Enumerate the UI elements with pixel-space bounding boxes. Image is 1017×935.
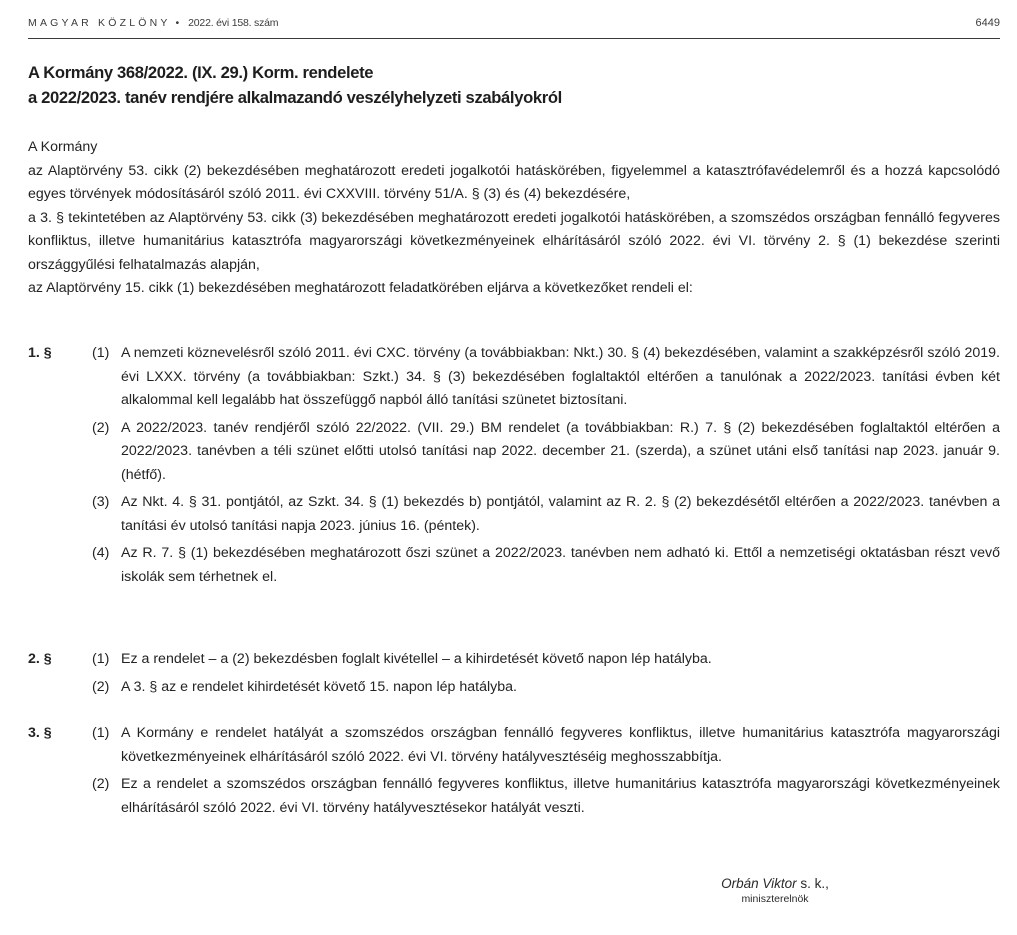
preamble-line: A Kormány: [28, 139, 98, 155]
paragraph-number: (2): [92, 678, 110, 695]
preamble-line: az Alaptörvény 53. cikk (2) bekezdésében meghatározott eredeti jogalkotói hatáskörében, figyelemmel a katasztrófavédelemről és a hozzá kapcsolódó egyes törvények módosításáról szóló 2011. évi CXXVIII. törvény 51/A. § (3) és (4) bekezdésére,: [28, 162, 1000, 202]
preamble-line: az Alaptörvény 15. cikk (1) bekezdésében meghatározott feladatkörében eljárva a következőket rendeli el:: [28, 280, 693, 296]
paragraph: [92, 417, 1000, 488]
paragraph-number: (1): [92, 345, 110, 361]
section-number: 2. §: [28, 651, 52, 667]
section-3: [28, 722, 1000, 824]
paragraph: [92, 773, 1000, 820]
paragraph: [92, 491, 1000, 538]
paragraph: [92, 648, 1000, 672]
paragraph-text: A 2022/2023. tanév rendjéről szóló 22/2022. (VII. 29.) BM rendelet (a továbbiakban: R.) 7. § (2) bekezdésében foglaltaktól eltérően a 2022/2023. tanévben a téli szünet előtti utolsó tanítási nap 2022. december 21. (szerda), a szünet utáni első tanítási nap 2023. január 9. (hétfő).: [121, 419, 1000, 483]
paragraph: [92, 722, 1000, 769]
page-number: 6449: [975, 17, 1000, 29]
signature-block: [650, 876, 900, 905]
paragraph-number: (2): [92, 419, 110, 436]
signatory-name: Orbán Viktor: [721, 876, 797, 891]
running-header: [28, 17, 1000, 33]
paragraph-text: A Kormány e rendelet hatályát a szomszédos országban fennálló fegyveres konfliktus, illetve humanitárius katasztrófa magyarországi következményeinek elhárításáról szóló 2022. évi VI. törvény hatályvesztéséig meghosszabbítja.: [121, 725, 1000, 765]
paragraph-number: (3): [92, 494, 110, 510]
section-2: [28, 648, 1000, 703]
paragraph-text: Az Nkt. 4. § 31. pontjától, az Szkt. 34. § (1) bekezdés b) pontjától, valamint az R. 2. § (2) bekezdésétől eltérően a 2022/2023. tanévben a tanítási év utolsó tanítási napja 2023. június 16. (péntek).: [121, 494, 1000, 534]
paragraph-number: (2): [92, 776, 110, 792]
paragraph-number: (1): [92, 651, 110, 667]
paragraph-text: Az R. 7. § (1) bekezdésében meghatározott őszi szünet a 2022/2023. tanévben nem adható ki. Ettől a nemzetiségi oktatásban részt vevő iskolák sem térhetnek el.: [121, 545, 1000, 585]
journal-name: MAGYAR KÖZLÖNY: [28, 17, 171, 29]
paragraph-text: Ez a rendelet – a (2) bekezdésben foglalt kivétellel – a kihirdetését követő napon lép hatályba.: [121, 651, 712, 667]
paragraph-number: (1): [92, 725, 110, 741]
paragraph: [92, 676, 1000, 700]
paragraph-text: Ez a rendelet a szomszédos országban fennálló fegyveres konfliktus, illetve humanitárius katasztrófa magyarországi következményeinek elhárításáról szóló 2022. évi VI. törvény hatályvesztésekor hatályát veszti.: [121, 776, 1000, 816]
document-title: [28, 60, 1000, 110]
header-rule: [28, 38, 1000, 39]
preamble: [28, 136, 1000, 301]
paragraph: [92, 542, 1000, 589]
section-1: [28, 342, 1000, 593]
section-number: 3. §: [28, 725, 52, 741]
paragraph-text: A 3. § az e rendelet kihirdetését követő 15. napon lép hatályba.: [121, 678, 517, 695]
preamble-line: a 3. § tekintetében az Alaptörvény 53. cikk (3) bekezdésében meghatározott eredeti jogalkotói hatáskörében, a szomszédos országban fennálló fegyveres konfliktus, illetve humanitárius katasztrófa magyarországi következményeinek elhárításáról szóló 2022. évi VI. törvény 2. § (1) bekezdése szerinti országgyűlési felhatalmazás alapján,: [28, 209, 1000, 273]
paragraph-number: (4): [92, 545, 110, 561]
paragraph: [92, 342, 1000, 413]
title-line-2: a 2022/2023. tanév rendjére alkalmazandó veszélyhelyzeti szabályokról: [28, 88, 562, 107]
header-bullet: •: [175, 17, 180, 29]
title-line-1: A Kormány 368/2022. (IX. 29.) Korm. rendelete: [28, 63, 374, 82]
paragraph-text: A nemzeti köznevelésről szóló 2011. évi CXC. törvény (a továbbiakban: Nkt.) 30. § (4) bekezdésében, valamint a szakképzésről szóló 2019. évi LXXX. törvény (a továbbiakban: Szkt.) 34. § (3) bekezdésében foglaltaktól eltérően a tanulónak a 2022/2023. tanítási évben két alkalommal kell legalább hat összefüggő napból álló tanítási szünetet biztosítani.: [121, 345, 1000, 408]
signatory-suffix: s. k.,: [796, 876, 829, 891]
signatory-role: miniszterelnök: [741, 893, 809, 905]
issue-number: 2022. évi 158. szám: [188, 17, 279, 29]
section-number: 1. §: [28, 345, 52, 361]
